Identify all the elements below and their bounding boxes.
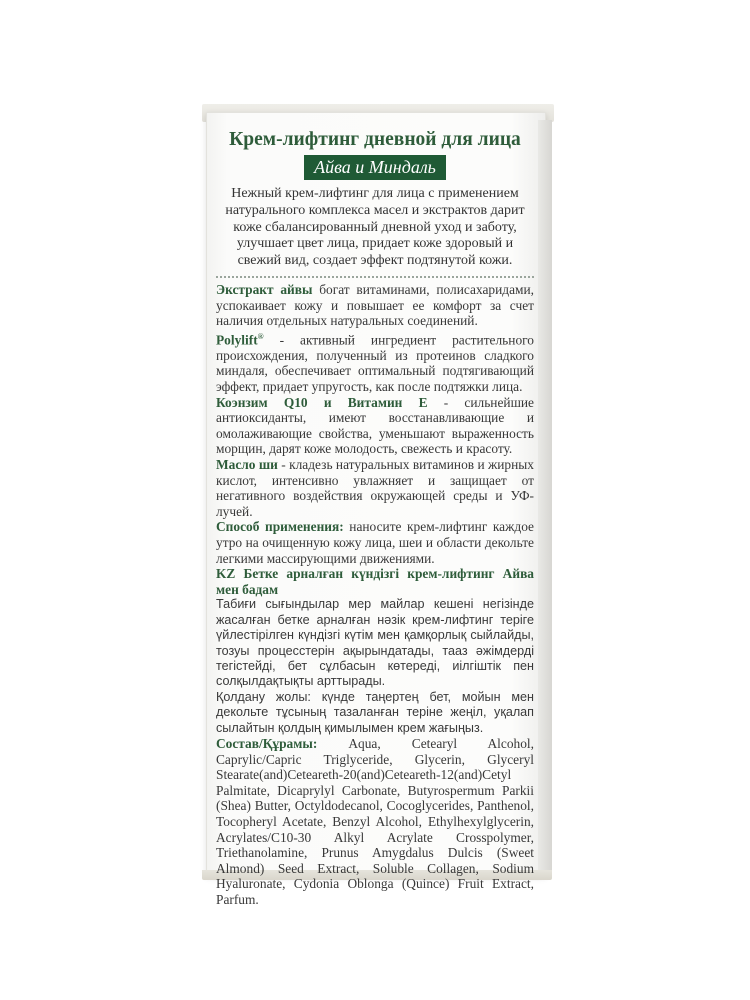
usage-instructions: Способ применения: наносите крем-лифтинг каждое утро на очищенную кожу лица, шеи и области декольте легкими массирующими движениями. (216, 519, 534, 566)
dotted-divider (216, 276, 534, 278)
kz-description: Табиғи сығындылар мер майлар кешені негізінде жасалған бетке арналған нәзік крем-лифтинг теріге үйлестірілген күндізгі күтім мен қамқорлық сыйлайды, тозуы процесстерін ақырындатады, тааз әжімдерді тегістейді, бет сұлбасын көтереді, иілгіштік пен солқылдақтықты арттырады. (216, 597, 534, 689)
box-side-edge (538, 120, 552, 874)
kz-section (216, 597, 534, 736)
kz-heading: KZ Бетке арналған күндізгі крем-лифтинг Айва мен бадам (216, 566, 534, 597)
product-subtitle-banner: Айва и Миндаль (304, 155, 446, 180)
kz-usage: Қолдану жолы: күнде таңертең бет, мойын мен декольте тұсының тазаланған теріне жеңіл, уқалап сылайтын қолдың қимылымен крем жағыңыз. (216, 689, 534, 735)
product-intro: Нежный крем-лифтинг для лица с применением натурального комплекса масел и экстрактов дарит коже сбалансированный дневной уход и заботу, улучшает цвет лица, придает коже здоровый и свежий вид, создает эффект подтянутой кожи. (225, 186, 525, 269)
composition-section (216, 736, 534, 908)
box-label (216, 128, 534, 908)
ingredient-q10: Коэнзим Q10 и Витамин Е - сильнейшие антиоксиданты, имеют восстанавливающие и омолаживающие свойства, уменьшают выраженность морщин, дарят коже молодость, свежесть и красоту. (216, 394, 534, 457)
ingredient-polylift: Polylift® - активный ингредиент растительного происхождения, полученный из протеинов сладкого миндаля, обеспечивает оптимальный подтягивающий эффект, придает упругость, как после подтяжки лица. (216, 331, 534, 395)
composition-text: Состав/Құрамы: Aqua, Cetearyl Alcohol, Caprylic/Capric Triglyceride, Glycerin, Glyceryl Stearate(and)Ceteareth-20(and)Ceteareth-12(and)Cetyl Palmitate, Dicaprylyl Carbonate, Butyrospermum Parkii (Shea) Butter, Octyldodecanol, Cocoglycerides, Panthenol, Tocopheryl Acetate, Benzyl Alcohol, Ethylhexylglycerin, Acrylates/C10-30 Alkyl Acrylate Crosspolymer, Triethanolamine, Prunus Amygdalus Dulcis (Sweet Almond) Seed Extract, Soluble Collagen, Sodium Hyaluronate, Cydonia Oblonga (Quince) Fruit Extract, Parfum. (216, 735, 534, 907)
ingredient-shea: Масло ши - кладезь натуральных витаминов и жирных кислот, интенсивно увлажняет и защищает от негативного воздействия окружающей среды и УФ-лучей. (216, 456, 534, 519)
product-title: Крем-лифтинг дневной для лица (229, 129, 521, 150)
ingredient-quince: Экстракт айвы богат витаминами, полисахаридами, успокаивает кожу и повышает ее комфорт за счет наличия отдельных натуральных соединений. (216, 281, 535, 329)
ingredients-section (216, 282, 534, 597)
